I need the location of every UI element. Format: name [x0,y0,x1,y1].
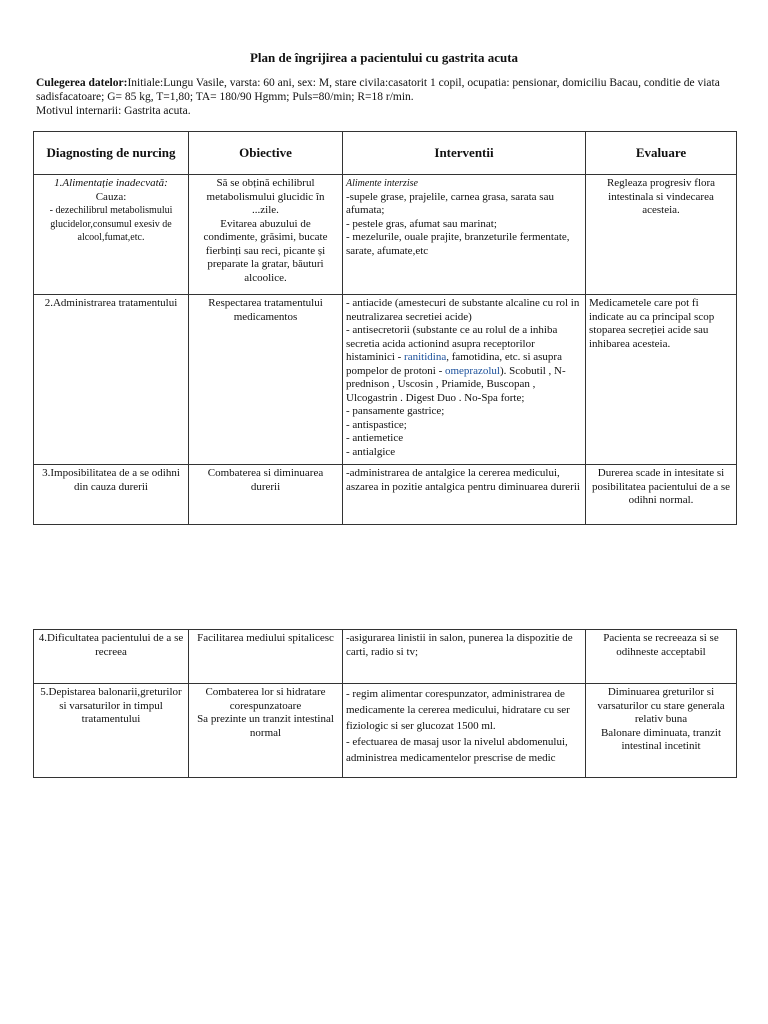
row1-int-title: Alimente interzise [346,178,418,189]
header-diagnostic: Diagnosting de nurcing [34,132,189,175]
row2-int-1: - antiacide (amestecuri de substante alcaline cu rol in neutralizarea secretiei acide) [346,297,580,323]
row5-interventii [343,684,586,778]
row2-int-2 [346,324,582,405]
row1-int-3: - mezelurile, ouale prajite, branzeturile fermentate, sarate, afumate,etc [346,231,570,257]
row5-obiective [189,684,343,778]
row2-int-3: - pansamente gastrice; [346,405,445,417]
row5-diagnostic: 5.Depistarea balonarii,greturilor si varsaturilor in timpul tratamentului [34,684,189,778]
row2-int-6: - antialgice [346,445,396,458]
row2-int-2c: , famotidina, etc. si asupra pompelor de protoni - [346,351,562,377]
row3-interventii: -administrarea de antalgice la cererea medicului, aszarea in pozitie antalgica pentru diminuarea durerii [343,465,586,525]
row5-int-1: - regim alimentar corespunzator, administrarea de medicamente la cererea medicului, hidratare cu ser fiziologic si ser glucozat 1500 ml. [346,688,570,732]
header-obiective: Obiective [189,132,343,175]
row1-evaluare: Regleaza progresiv flora intestinala si vindecarea acesteia. [586,175,737,295]
row1-diag-title: 1.Alimentație inadecvată: [54,177,168,189]
row4-evaluare: Pacienta se recreeaza si se odihneste acceptabil [586,630,737,684]
table-row [34,684,737,778]
row2-obiective: Respectarea tratamentului medicamentos [189,295,343,465]
row5-eval-2: Balonare diminuata, tranzit intestinal incetinit [600,726,722,752]
table-row [34,295,737,465]
row5-obj-2: Sa prezinte un tranzit intestinal normal [197,713,334,739]
row2-interventii [343,295,586,465]
row2-int-4: - antispastice; [346,418,407,431]
header-evaluare: Evaluare [586,132,737,175]
care-plan-table-2 [33,629,737,778]
table-header-row [34,132,737,175]
row1-interventii [343,175,586,295]
table-row [34,630,737,684]
intro-section [36,76,736,118]
row1-obj-2: Evitarea abuzului de condimente, grăsimi, bucate fierbinți sau reci, picante și preparate la gratar, băuturi alcoolice. [203,217,328,284]
row1-int-1: -supele grase, prajelile, carnea grasa, sarata sau afumata; [346,190,554,216]
row5-int-2: - efectuarea de masaj usor la nivelul abdomenului, administrea medicamentelor prescrise de medic [346,736,568,764]
row5-eval-1: Diminuarea greturilor si varsaturilor cu stare generala relativ buna [597,686,725,725]
row2-int-2e: ). Scobutil , N-prednison , Uscosin , Priamide, Buscopan , Ulcogastrin . Digest Duo . No-Spa forte; [346,364,566,404]
row2-diagnostic: 2.Administrarea tratamentului [34,295,189,465]
ranitidina-link[interactable]: ranitidina [404,351,447,363]
row3-obiective: Combaterea si diminuarea durerii [189,465,343,525]
row1-diagnostic [34,175,189,295]
row4-interventii: -asigurarea linistii in salon, punerea la dispozitie de carti, radio si tv; [343,630,586,684]
row2-int-2a: - antisecretorii (substante ce au rolul de a inhiba secretia acida actionind asupra receptorilor histaminici - [346,324,558,363]
row5-obj-1: Combaterea lor si hidratare corespunzatoare [205,686,326,712]
row2-int-5: - antiemetice [346,432,404,444]
row1-diag-text: - dezechilibrul metabolismului glucidelor,consumul exesiv de alcool,fumat,etc. [49,205,173,243]
intro-label: Culegerea datelor: [36,77,128,89]
intro-text: Initiale:Lungu Vasile, varsta: 60 ani, sex: M, stare civila:casatorit 1 copil, ocupatia: pensionar, domiciliu Bacau, conditie de viata sadisfacatoare; G= 85 kg, T=1,80; TA= 180/90 Hgmm; Puls=80/min; R=18 r/min. [36,77,720,103]
row1-obiective [189,175,343,295]
row3-diagnostic: 3.Imposibilitatea de a se odihni din cauza durerii [34,465,189,525]
header-interventii: Interventii [343,132,586,175]
table-row [34,175,737,295]
row1-int-2: - pestele gras, afumat sau marinat; [346,217,497,230]
table-row [34,465,737,525]
row3-evaluare: Durerea scade in intesitate si posibilitatea pacientului de a se odihni normal. [586,465,737,525]
row4-diagnostic: 4.Dificultatea pacientului de a se recreea [34,630,189,684]
row1-obj-1: Să se obțină echilibrul metabolismului glucidic în ...zile. [206,177,325,216]
row2-evaluare: Medicametele care pot fi indicate au ca principal scop stoparea secreției acide sau inhibarea acesteia. [586,295,737,465]
omeprazolul-link[interactable]: omeprazolul [444,364,500,377]
care-plan-table-1 [33,131,737,525]
page-title: Plan de îngrijirea a pacientului cu gastrita acuta [249,50,519,65]
row5-evaluare [586,684,737,778]
intro-motiv: Motivul internarii: Gastrita acuta. [36,105,191,117]
row1-diag-cauza: Cauza: [95,190,127,203]
row4-obiective: Facilitarea mediului spitalicesc [189,630,343,684]
